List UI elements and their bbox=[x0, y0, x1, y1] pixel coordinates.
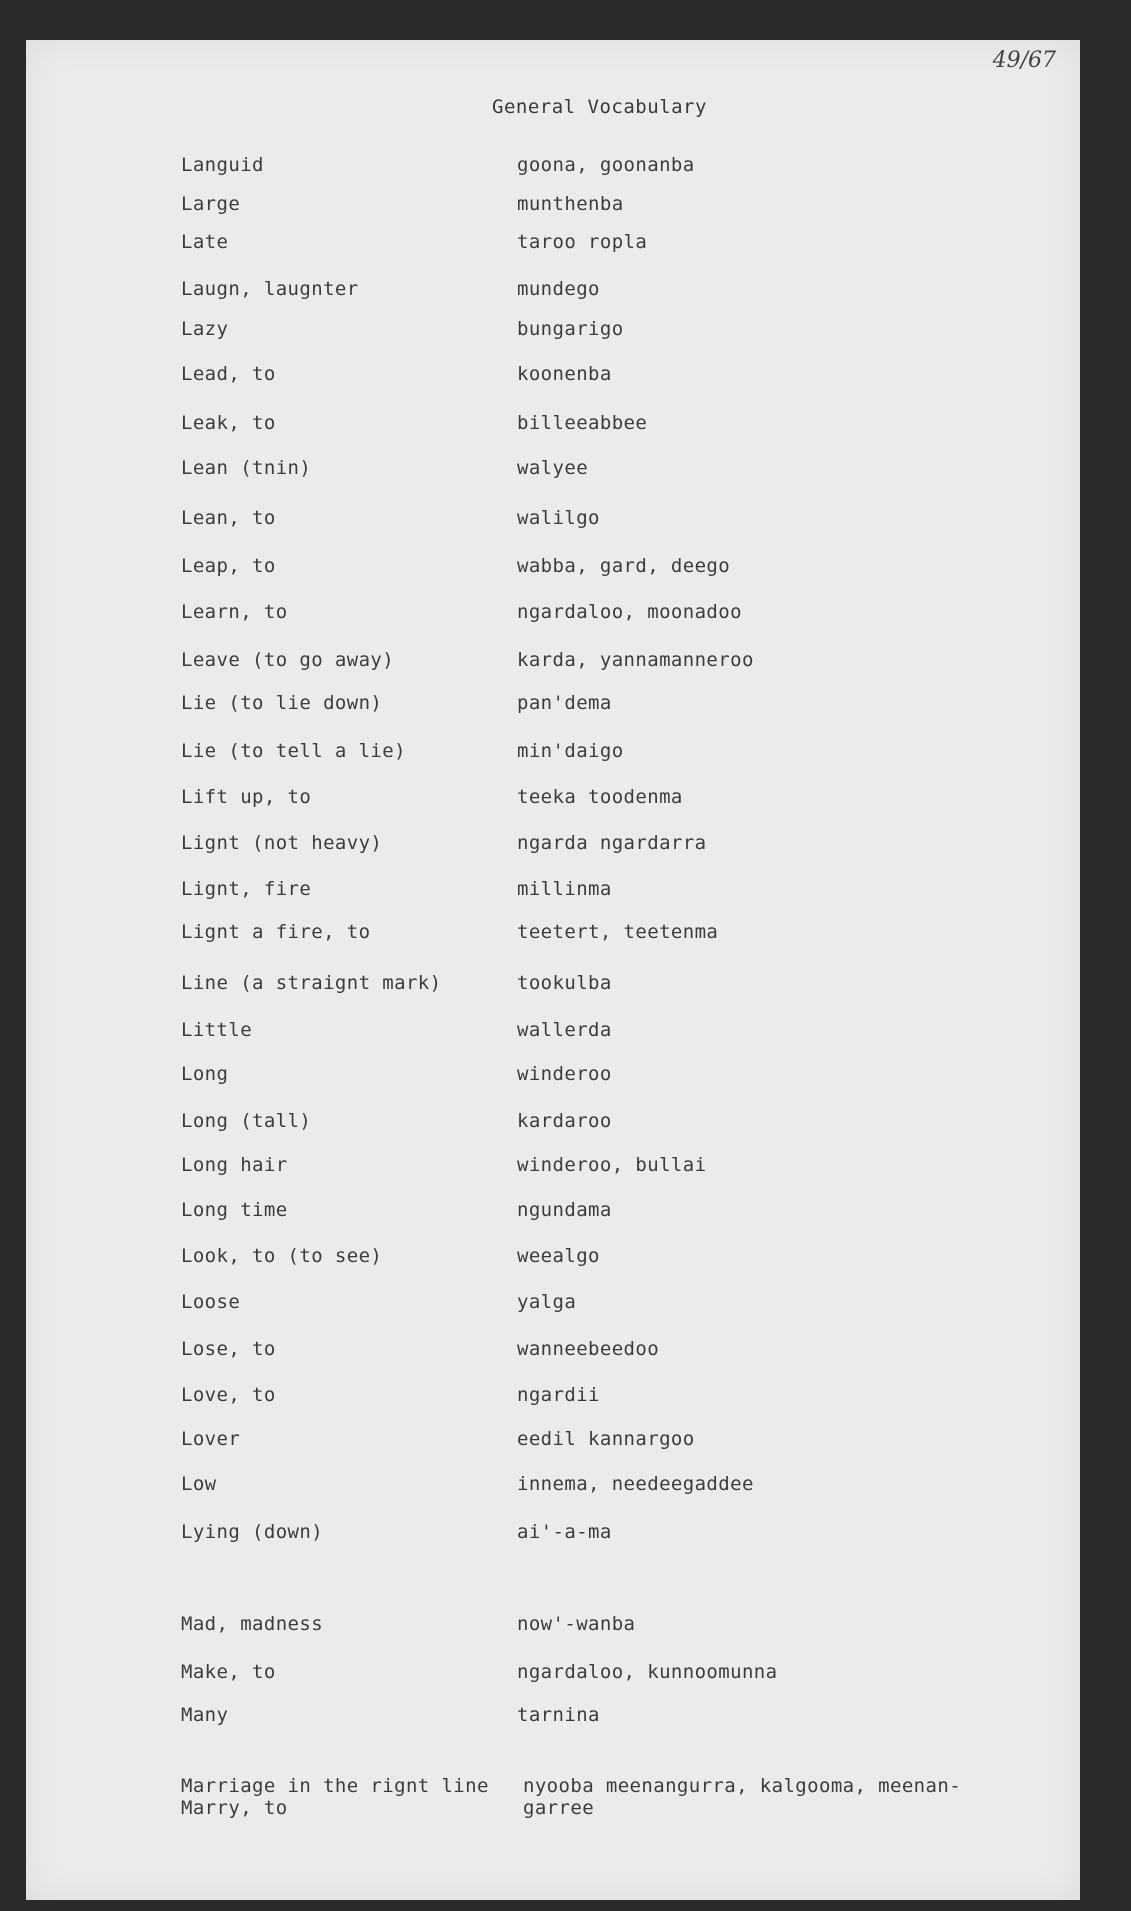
vocabulary-entry bbox=[26, 1110, 1080, 1140]
entry-gloss: ngardaloo, kunnoomunna bbox=[517, 1661, 778, 1683]
vocabulary-entry bbox=[26, 1338, 1080, 1368]
entry-term: Laugn, laugnter bbox=[181, 278, 359, 300]
entry-gloss-line: nyooba meenangurra, kalgooma, meenan- bbox=[523, 1775, 962, 1797]
entry-term-line: Marriage in the rignt line bbox=[181, 1775, 489, 1797]
entry-gloss: millinma bbox=[517, 878, 612, 900]
vocabulary-entry bbox=[26, 1428, 1080, 1458]
entry-term: Look, to (to see) bbox=[181, 1245, 383, 1267]
vocabulary-entry bbox=[26, 1019, 1080, 1049]
entry-gloss: ngardaloo, moonadoo bbox=[517, 601, 742, 623]
entry-gloss: ngarda ngardarra bbox=[517, 832, 707, 854]
entry-gloss: innema, needeegaddee bbox=[517, 1473, 754, 1495]
entry-gloss: min'daigo bbox=[517, 740, 624, 762]
entry-term: Lean (tnin) bbox=[181, 457, 312, 479]
vocabulary-entry bbox=[26, 457, 1080, 487]
vocabulary-entry bbox=[26, 318, 1080, 348]
vocabulary-entry bbox=[26, 154, 1080, 184]
entry-term: Low bbox=[181, 1473, 217, 1495]
vocabulary-entry bbox=[26, 1154, 1080, 1184]
entry-gloss: yalga bbox=[517, 1291, 577, 1313]
entry-term: Lean, to bbox=[181, 507, 276, 529]
vocabulary-entry bbox=[26, 649, 1080, 679]
vocabulary-entry bbox=[26, 555, 1080, 585]
entry-term: Mad, madness bbox=[181, 1613, 324, 1635]
entry-gloss: bungarigo bbox=[517, 318, 624, 340]
entry-gloss: walyee bbox=[517, 457, 589, 479]
vocabulary-entry bbox=[26, 1473, 1080, 1503]
entry-term: Lignt (not heavy) bbox=[181, 832, 383, 854]
entry-term: Line (a straignt mark) bbox=[181, 972, 442, 994]
entry-gloss: now'-wanba bbox=[517, 1613, 636, 1635]
entry-term: Lover bbox=[181, 1428, 241, 1450]
entry-gloss: kardaroo bbox=[517, 1110, 612, 1132]
entry-gloss: wallerda bbox=[517, 1019, 612, 1041]
vocabulary-entry bbox=[26, 363, 1080, 393]
vocabulary-entry bbox=[26, 1661, 1080, 1691]
entry-term: Lose, to bbox=[181, 1338, 276, 1360]
vocabulary-entry bbox=[26, 1521, 1080, 1551]
entry-term: Long hair bbox=[181, 1154, 288, 1176]
entry-term: Lie (to lie down) bbox=[181, 692, 383, 714]
entry-term-line: Marry, to bbox=[181, 1797, 288, 1819]
entry-gloss: wanneebeedoo bbox=[517, 1338, 660, 1360]
entry-term: Large bbox=[181, 193, 241, 215]
vocabulary-entry bbox=[26, 1613, 1080, 1643]
entry-gloss: taroo ropla bbox=[517, 231, 648, 253]
entry-term: Love, to bbox=[181, 1384, 276, 1406]
entry-gloss: munthenba bbox=[517, 193, 624, 215]
entry-gloss: ai'-a-ma bbox=[517, 1521, 612, 1543]
entry-gloss: ngundama bbox=[517, 1199, 612, 1221]
entry-gloss: tarnina bbox=[517, 1704, 600, 1726]
vocabulary-entry bbox=[26, 601, 1080, 631]
entry-gloss: weealgo bbox=[517, 1245, 600, 1267]
page-title: General Vocabulary bbox=[492, 96, 707, 118]
vocabulary-entry bbox=[26, 1063, 1080, 1093]
entry-term: Long bbox=[181, 1063, 229, 1085]
entry-term: Lying (down) bbox=[181, 1521, 324, 1543]
vocabulary-entry bbox=[26, 1291, 1080, 1321]
entry-term: Late bbox=[181, 231, 229, 253]
entry-term: Long time bbox=[181, 1199, 288, 1221]
entry-term: Learn, to bbox=[181, 601, 288, 623]
vocabulary-entry bbox=[26, 231, 1080, 261]
vocabulary-entry bbox=[26, 921, 1080, 951]
entry-term: Leave (to go away) bbox=[181, 649, 395, 671]
entry-term: Leak, to bbox=[181, 412, 276, 434]
entry-gloss: goona, goonanba bbox=[517, 154, 695, 176]
entry-gloss: billeeabbee bbox=[517, 412, 648, 434]
entry-term: Lie (to tell a lie) bbox=[181, 740, 406, 762]
vocabulary-entry bbox=[26, 972, 1080, 1002]
entry-term: Lignt, fire bbox=[181, 878, 312, 900]
entry-term: Make, to bbox=[181, 1661, 276, 1683]
entry-gloss bbox=[523, 1775, 961, 1819]
entry-gloss: walilgo bbox=[517, 507, 600, 529]
entry-gloss: wabba, gard, deego bbox=[517, 555, 731, 577]
vocabulary-entry bbox=[26, 1199, 1080, 1229]
vocabulary-entry bbox=[26, 1245, 1080, 1275]
entry-term: Leap, to bbox=[181, 555, 276, 577]
vocabulary-entry bbox=[26, 193, 1080, 223]
vocabulary-entry bbox=[26, 1704, 1080, 1734]
entry-gloss-line: garree bbox=[523, 1797, 595, 1819]
entry-term: Many bbox=[181, 1704, 229, 1726]
vocabulary-entry bbox=[26, 832, 1080, 862]
vocabulary-entry bbox=[26, 412, 1080, 442]
entry-gloss: karda, yannamanneroo bbox=[517, 649, 754, 671]
entry-term: Lignt a fire, to bbox=[181, 921, 371, 943]
folio-number: 49/67 bbox=[992, 48, 1056, 73]
entry-term: Little bbox=[181, 1019, 253, 1041]
entry-gloss: pan'dema bbox=[517, 692, 612, 714]
entry-term: Long (tall) bbox=[181, 1110, 312, 1132]
vocabulary-entry bbox=[26, 692, 1080, 722]
entry-gloss: teetert, teetenma bbox=[517, 921, 719, 943]
vocabulary-entry bbox=[26, 507, 1080, 537]
entry-gloss: ngardii bbox=[517, 1384, 600, 1406]
vocabulary-list bbox=[26, 40, 1080, 1900]
vocabulary-entry bbox=[26, 278, 1080, 308]
entry-term: Lazy bbox=[181, 318, 229, 340]
entry-gloss: tookulba bbox=[517, 972, 612, 994]
entry-gloss: mundego bbox=[517, 278, 600, 300]
entry-term: Loose bbox=[181, 1291, 241, 1313]
entry-gloss: winderoo, bullai bbox=[517, 1154, 707, 1176]
entry-term: Lead, to bbox=[181, 363, 276, 385]
entry-term: Languid bbox=[181, 154, 264, 176]
vocabulary-entry bbox=[26, 786, 1080, 816]
vocabulary-entry bbox=[26, 878, 1080, 908]
document-page bbox=[26, 40, 1080, 1900]
entry-gloss: teeka toodenma bbox=[517, 786, 683, 808]
entry-term bbox=[181, 1775, 489, 1819]
entry-gloss: koonenba bbox=[517, 363, 612, 385]
entry-term: Lift up, to bbox=[181, 786, 312, 808]
vocabulary-entry-multiline bbox=[26, 1775, 1080, 1835]
vocabulary-entry bbox=[26, 1384, 1080, 1414]
entry-gloss: winderoo bbox=[517, 1063, 612, 1085]
vocabulary-entry bbox=[26, 740, 1080, 770]
entry-gloss: eedil kannargoo bbox=[517, 1428, 695, 1450]
